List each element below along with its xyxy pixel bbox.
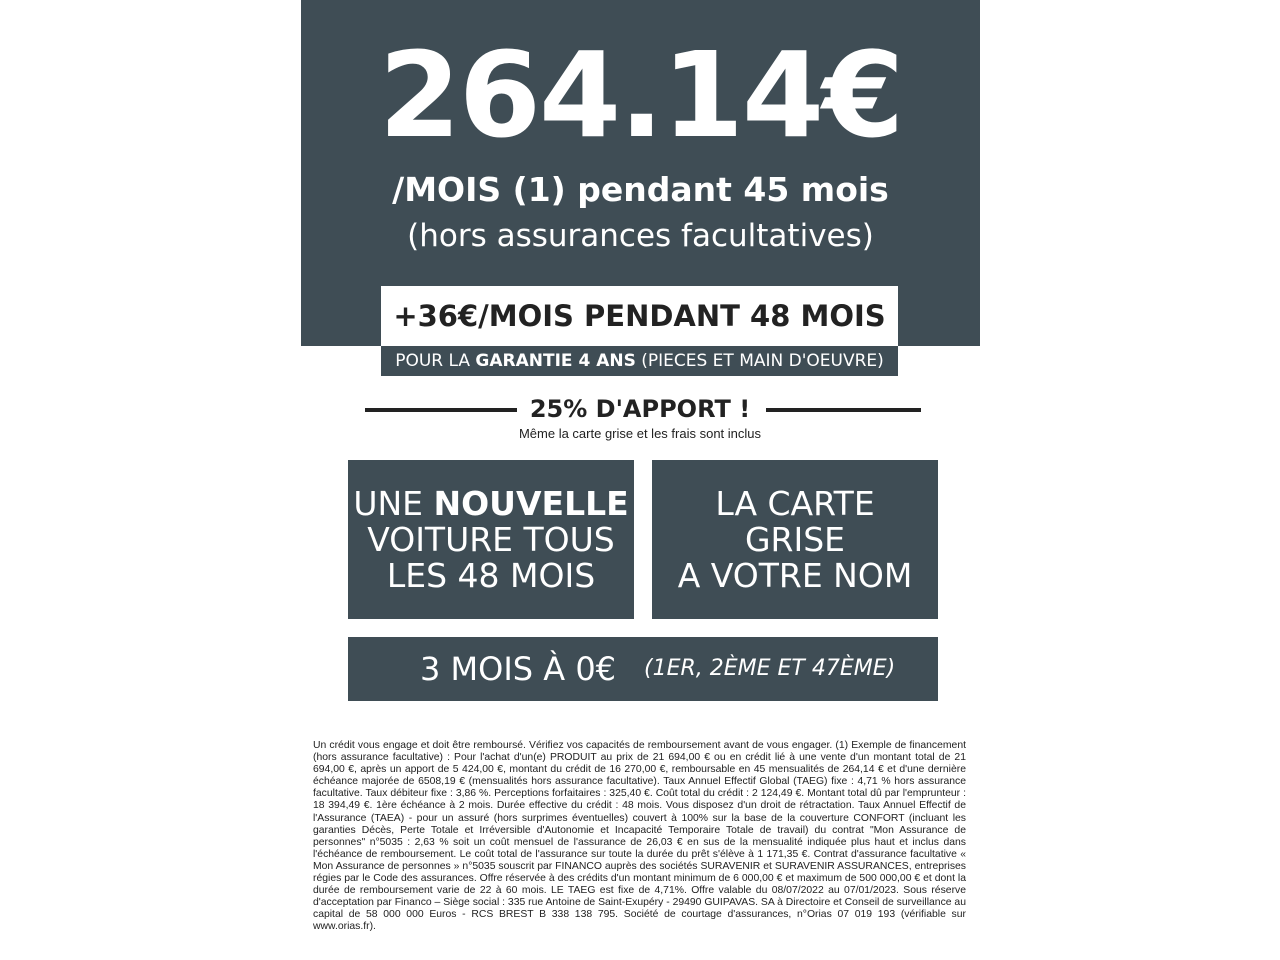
free-months-main: 3 MOIS À 0€	[420, 650, 617, 688]
warranty-bold: GARANTIE 4 ANS	[475, 351, 636, 371]
new-car-line-3: LES 48 MOIS	[386, 555, 596, 595]
monthly-price: 264.14€	[378, 26, 903, 164]
free-months-detail: (1ER, 2ÈME ET 47ÈME)	[644, 656, 896, 681]
insurance-note: (hors assurances facultatives)	[407, 218, 874, 254]
deposit-title: 25% D'APPORT !	[529, 395, 751, 423]
per-month-duration: /MOIS (1) pendant 45 mois	[392, 170, 889, 209]
new-car-line-1: UNE NOUVELLE	[353, 483, 629, 523]
registration-card	[652, 460, 938, 619]
registration-line-2: GRISE	[744, 519, 846, 559]
deposit-subtitle: Même la carte grise et les frais sont inclus	[518, 426, 762, 441]
free-months-banner	[348, 637, 938, 701]
divider-left	[365, 408, 517, 412]
registration-line-3: A VOTRE NOM	[677, 555, 913, 595]
warranty-suffix: (PIECES ET MAIN D'OEUVRE)	[635, 351, 884, 371]
new-car-card	[348, 460, 634, 619]
legal-notice: Un crédit vous engage et doit être remboursé. Vérifiez vos capacités de remboursement avant de vous engager. (1) Exemple de financement (hors assurance facultative) : Pour l'achat d'un(e) PRODUIT au prix de 21 694,00 € ou en crédit lié à une vente d'un montant total de 21 694,00 €, après un apport de 5 424,00 €, montant du crédit de 16 270,00 €, remboursable en 45 mensualités de 264,14 € et d'une dernière échéance majorée de 6508,19 € (mensualités hors assurance facultative). Taux Annuel Effectif Global (TAEG) fixe : 4,71 % hors assurance facultative. Taux débiteur fixe : 3,86 %. Perceptions forfaitaires : 325,40 €. Coût total du crédit : 2 124,49 €. Montant total dû par l'emprunteur : 18 394,49 €. 1ère échéance à 2 mois. Durée effective du crédit : 48 mois. Vous disposez d'un droit de rétractation. Taux Annuel Effectif de l'Assurance (TAEA) - pour un assuré (hors surprimes éventuelles) couvert à 100% sur la base de la couverture CONFORT (incluant les garanties Décès, Perte Totale et Irréversible d'Autonomie et Incapacité Temporaire Totale de travail) du contrat "Mon Assurance de personnes" n°5035 : 2,63 % soit un coût mensuel de l'assurance de 26,03 € en sus de la mensualité indiquée plus haut et inclus dans l'échéance de remboursement. Le coût total de l'assurance sur toute la durée du prêt s'élève à 1 171,35 €. Contrat d'assurance facultative « Mon Assurance de personnes » n°5035 souscrit par FINANCO auprès des sociétés SURAVENIR et SURAVENIR ASSURANCES, entreprises régies par le Code des assurances. Offre réservée à des crédits d'un montant minimum de 6 000,00 € et maximum de 500 000,00 € et dont la durée de remboursement varie de 22 à 60 mois. LE TAEG est fixe de 4,71%. Offre valable du 08/07/2022 au 07/01/2023. Sous réserve d'acceptation par Financo – Siège social : 335 rue Antoine de Saint-Exupéry - 29490 GUIPAVAS. SA à Directoire et Conseil de surveillance au capital de 58 000 000 Euros - RCS BREST B 338 138 795. Société de courtage d'assurances, n°Orias 07 019 193 (vérifiable sur www.orias.fr).	[313, 740, 966, 933]
divider-right	[766, 408, 921, 412]
new-car-text	[348, 483, 634, 595]
registration-text	[652, 483, 938, 595]
warranty-price-box: +36€/MOIS PENDANT 48 MOIS	[381, 286, 898, 346]
registration-line-1: LA CARTE	[715, 483, 875, 523]
new-car-line-2: VOITURE TOUS	[367, 519, 615, 559]
warranty-prefix: POUR LA	[395, 351, 476, 371]
warranty-strip	[381, 346, 898, 376]
